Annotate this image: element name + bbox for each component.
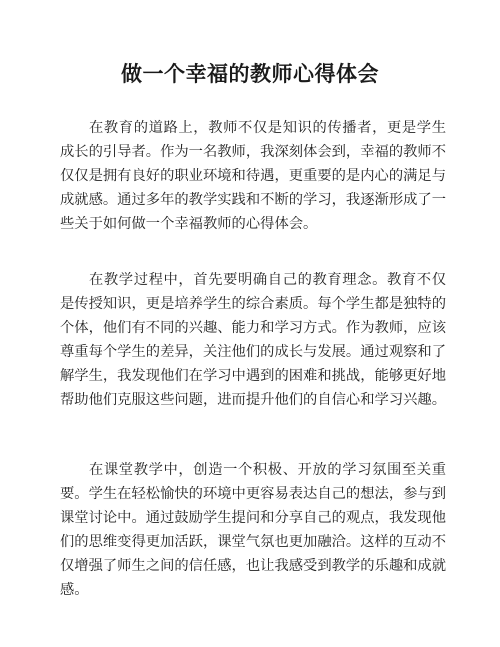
document-title: 做一个幸福的教师心得体会 <box>121 62 379 86</box>
paragraph-3: 在课堂教学中，创造一个积极、开放的学习氛围至关重要。学生在轻松愉快的环境中更容易表达自己的想法，参与到课堂讨论中。通过鼓励学生提问和分享自己的观点，我发现他们的思维变得更加活跃，课堂气氛也更加融洽。这样的互动不仅增强了师生之间的信任感，也让我感受到教学的乐趣和成就感。 <box>60 462 447 598</box>
paragraph-1: 在教育的道路上，教师不仅是知识的传播者，更是学生成长的引导者。作为一名教师，我深刻体会到，幸福的教师不仅仅是拥有良好的职业环境和待遇，更重要的是内心的满足与成就感。通过多年的教学实践和不断的学习，我逐渐形成了一些关于如何做一个幸福教师的心得体会。 <box>60 120 447 232</box>
paragraph-2: 在教学过程中，首先要明确自己的教育理念。教育不仅是传授知识，更是培养学生的综合素质。每个学生都是独特的个体，他们有不同的兴趣、能力和学习方式。作为教师，应该尊重每个学生的差异，关注他们的成长与发展。通过观察和了解学生，我发现他们在学习中遇到的困难和挑战，能够更好地帮助他们克服这些问题，进而提升他们的自信心和学习兴趣。 <box>60 272 447 408</box>
